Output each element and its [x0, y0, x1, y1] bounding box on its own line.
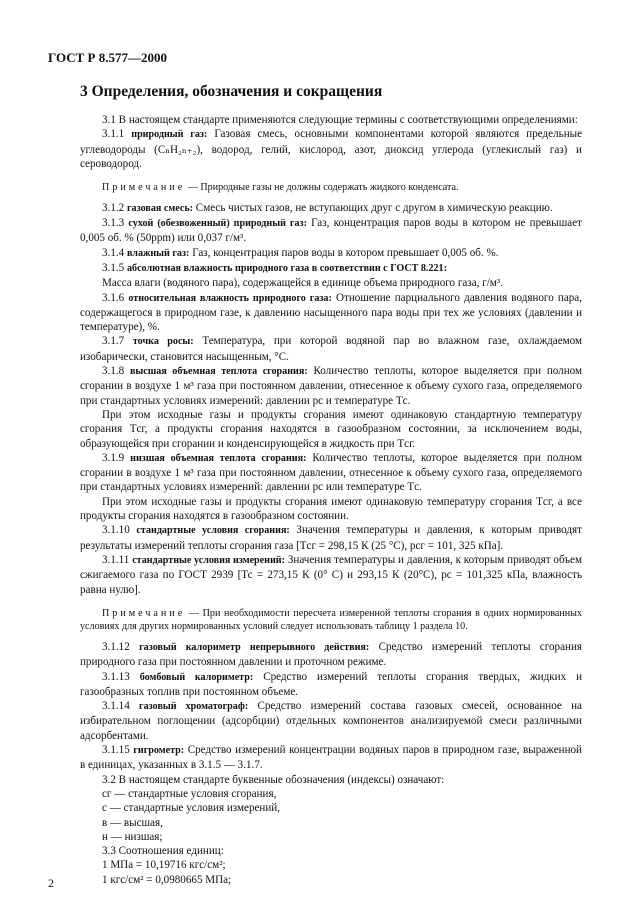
term-3-1-1: 3.1.1 природный газ: Газовая смесь, основными компонентами которой являются предельные углеводороды (CₙH₂ₙ₊₂), водород, гелий, кислород, азот, диоксид углерода (углекислый газ) и сероводород. [80, 128, 583, 170]
term-3-1-11: 3.1.11 стандартные условия измерений: Значения температуры и давления, к которым приводят объем сжигаемого газа по ГОСТ 2939 [Тс = 273,15 К (0° С) и 293,15 К (20°С), pс = 101,325 кПа, влажность равна нулю]. [80, 553, 582, 596]
term-3-1-6: 3.1.6 относительная влажность природного газа: Отношение парциального давления водяного пара, содержащегося в природном газе, к давлению насыщенного пара воды при тех же условиях (давлении и температуре), %. [80, 291, 582, 334]
term-3-1-14: 3.1.14 газовый хроматограф: Средство измерений состава газовых смесей, основанное на избирательном поглощении (адсорбции) отдельных компонентов анализируемой смеси различными адсорбентами. [80, 700, 582, 742]
index-item: в — высшая, [102, 816, 163, 829]
term-3-1-10: 3.1.10 стандартные условия сгорания: Значения температуры и давления, к которым приводят результаты измерений теплоты сгорания газа [Tсг = 298,15 К (25 °С), pсг = 101, 325 кПа]. [80, 524, 582, 552]
term-3-1-5-definition: Масса влаги (водяного пара), содержащейся в единице объема природного газа, г/м³. [102, 277, 503, 290]
note-1: Примечание — Природные газы не должны содержать жидкого конденсата. [102, 182, 459, 194]
intro-paragraph: 3.1 В настоящем стандарте применяются следующие термины с соответствующими определениями: [102, 114, 578, 126]
term-3-1-9: 3.1.9 низшая объемная теплота сгорания: Количество теплоты, которое выделяется при полном сгорании в воздухе 1 м³ газа при постоянном давлении, отнесенное к объему сухого газа, определяемого при стандартных условиях измерений: давлении pс или температуре Tс. [80, 451, 582, 494]
page-body [80, 113, 582, 887]
term-3-1-4: 3.1.4 влажный газ: Газ, концентрация паров воды в котором превышает 0,005 об. %. [102, 246, 499, 259]
term-3-1-7: 3.1.7 точка росы: Температура, при которой водяной пар во влажном газе, охлаждаемом изобарически, становится насыщенным, °С. [80, 335, 582, 363]
unit-relation: 1 МПа = 10,19716 кгс/см²; [102, 859, 226, 872]
term-3-1-3: 3.1.3 сухой (обезвоженный) природный газ: Газ, концентрация паров воды в котором не превышает 0,005 об. % (50ppm) или 0,037 г/м³. [80, 217, 582, 245]
term-3-1-2: 3.1.2 газовая смесь: Смесь чистых газов, не вступающих друг с другом в химическую реакцию. [102, 201, 553, 214]
section-3-3: 3.3 Соотношения единиц: [102, 845, 224, 858]
term-3-1-8-continuation: При этом исходные газы и продукты сгорания имеют одинаковую стандартную температуру сгорания Tсг, а продукты сгорания находятся в газообразном состоянии, за исключением воды, образующейся при сгорании и конденсирующейся в жидкость при Tсг. [80, 408, 582, 450]
term-3-1-15: 3.1.15 гигрометр: Средство измерений концентрации водяных паров в природном газе, выраженной в единицах, указанных в 3.1.5 — 3.1.7. [80, 744, 582, 772]
section-3-2: 3.2 В настоящем стандарте буквенные обозначения (индексы) означают: [102, 773, 445, 786]
index-item: н — низшая; [102, 830, 163, 843]
index-item: сг — стандартные условия сгорания, [102, 787, 277, 800]
index-item: с — стандартные условия измерений, [102, 802, 281, 815]
term-3-1-5: 3.1.5 абсолютная влажность природного газа в соответствии с ГОСТ 8.221: [102, 261, 447, 274]
term-3-1-8: 3.1.8 высшая объемная теплота сгорания: Количество теплоты, которое выделяется при полном сгорании в воздухе 1 м³ газа при постоянном давлении, отнесенное к объему сухого газа, определяемого при стандартных условиях измерений: давлении pс и температуре Tс. [80, 365, 582, 407]
page-number: 2 [48, 876, 54, 890]
unit-relation: 1 кгс/см² = 0,0980665 МПа; [102, 873, 232, 886]
section-title: 3 Определения, обозначения и сокращения [80, 83, 383, 100]
term-3-1-9-continuation: При этом исходные газы и продукты сгорания имеют одинаковую температуру сгорания Tсг, а все продукты сгорания находятся в газообразном состоянии. [80, 495, 582, 523]
note-2: Примечание — При необходимости пересчета измеренной теплоты сгорания в одних нормированных условиях для других нормированных условий следует использовать таблицу 1 раздела 10. [80, 607, 582, 633]
doc-header: ГОСТ Р 8.577—2000 [48, 50, 167, 65]
term-3-1-13: 3.1.13 бомбовый калориметр: Средство измерений теплоты сгорания твердых, жидких и газообразных топлив при постоянном объеме. [80, 670, 583, 698]
term-3-1-12: 3.1.12 газовый калориметр непрерывного действия: Средство измерений теплоты сгорания природного газа при постоянном давлении и проточном режиме. [80, 640, 582, 669]
